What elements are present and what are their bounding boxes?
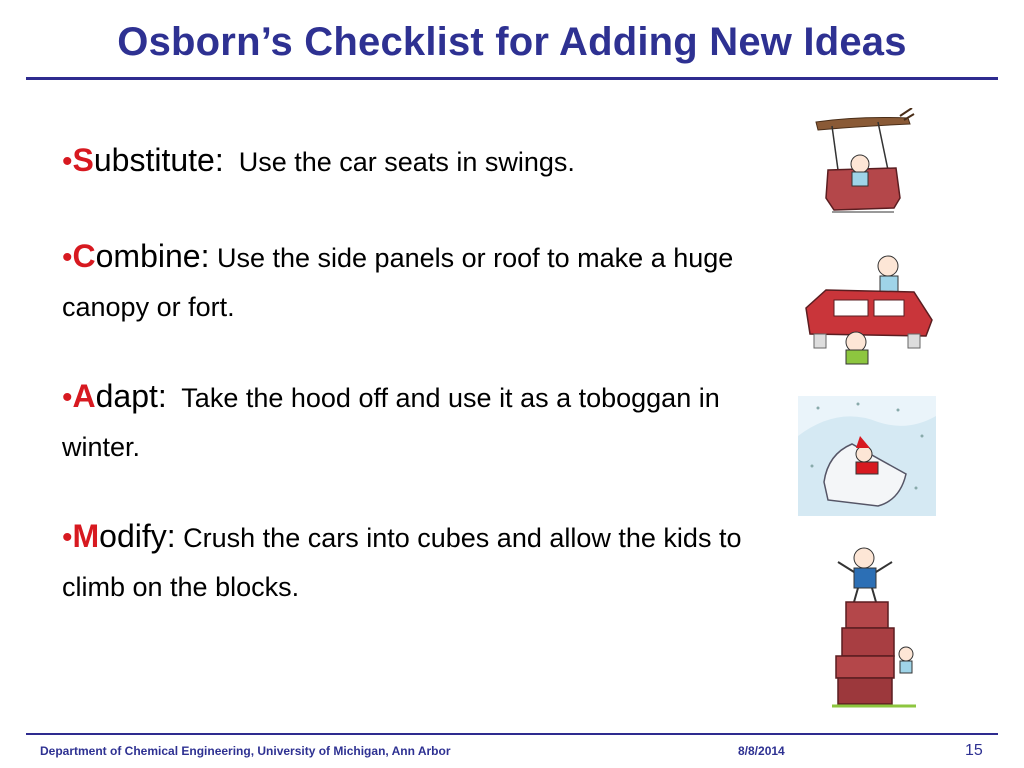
- bullet: •: [62, 381, 73, 414]
- page-number: 15: [965, 742, 983, 759]
- bullet: •: [62, 145, 73, 178]
- list-item-modify: [62, 514, 742, 614]
- car-cubes-stack-illustration: [826, 544, 922, 712]
- footer-divider: [26, 733, 998, 735]
- car-roof-fort-illustration: [796, 250, 940, 370]
- title-divider: [26, 77, 998, 80]
- footer-department: Department of Chemical Engineering, University of Michigan, Ann Arbor: [40, 744, 451, 758]
- hood-toboggan-illustration: [798, 396, 936, 516]
- list-item-combine: [62, 234, 742, 334]
- swing-seat-illustration: [808, 108, 918, 224]
- bullet: •: [62, 241, 73, 274]
- item-term: ombine:: [95, 238, 210, 274]
- slide-title: Osborn’s Checklist for Adding New Ideas: [117, 20, 907, 64]
- item-description: Take the hood off and use it as a toboggan in winter.: [62, 383, 728, 462]
- item-description: Crush the cars into cubes and allow the kids to climb on the blocks.: [62, 523, 742, 602]
- item-initial: S: [72, 142, 94, 178]
- item-term: dapt:: [95, 378, 167, 414]
- list-item-substitute: [62, 138, 742, 189]
- item-term: odify:: [99, 518, 176, 554]
- item-term: ubstitute:: [93, 142, 224, 178]
- bullet: •: [62, 521, 73, 554]
- list-item-adapt: [62, 374, 742, 474]
- item-description: Use the car seats in swings.: [223, 147, 575, 177]
- item-initial: A: [72, 378, 96, 414]
- item-initial: M: [72, 518, 100, 554]
- item-description: Use the side panels or roof to make a huge canopy or fort.: [62, 243, 734, 322]
- item-initial: C: [72, 238, 96, 274]
- footer-date: 8/8/2014: [738, 744, 785, 758]
